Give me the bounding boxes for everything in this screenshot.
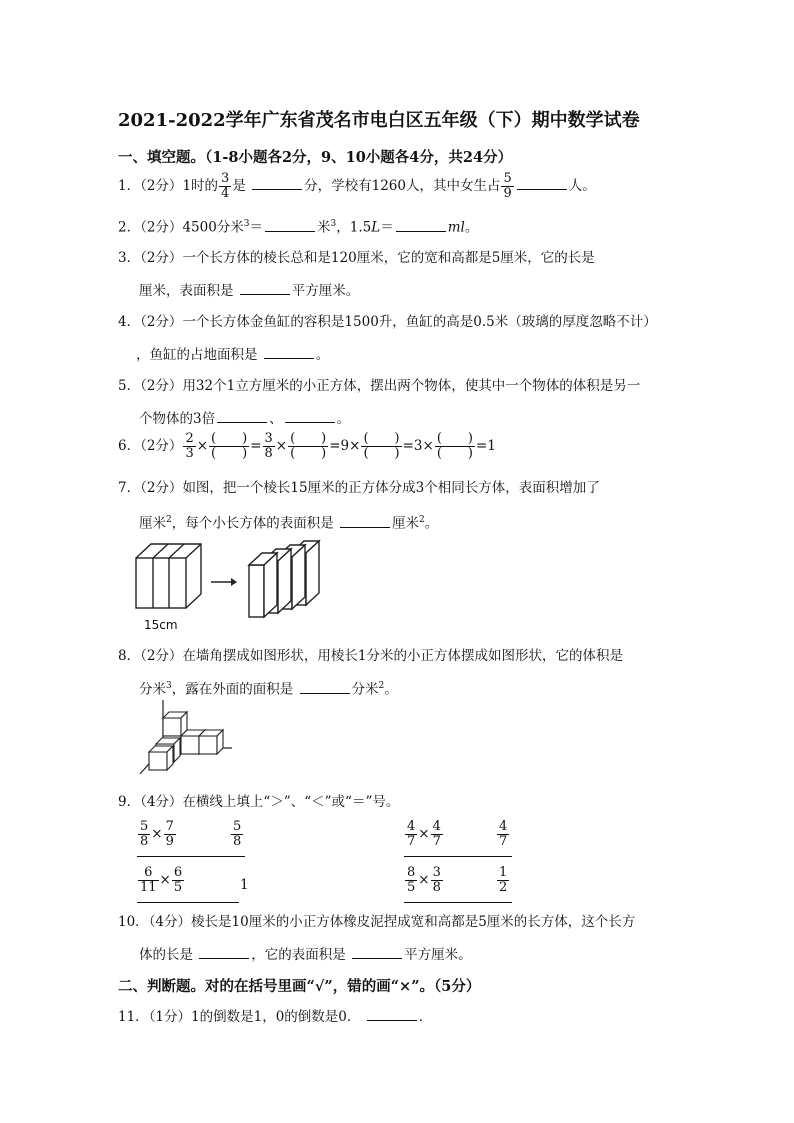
answer-blank[interactable] [352,944,402,959]
question-8 [118,646,623,666]
times-sign: × [159,872,171,888]
question-9 [118,792,399,812]
question-number: 8． [118,648,141,664]
times-sign: × [275,438,288,454]
fraction-blank[interactable]: ( ) ( ) [211,431,248,461]
question-2 [118,214,478,238]
equation-text: =1 [476,438,496,454]
question-score: （2分） [140,250,183,266]
question-text: 。 [336,411,351,427]
times-sign: × [418,872,430,888]
question-text: 人。 [568,178,596,194]
question-text: 。 [315,347,330,363]
question-score: （4分） [140,794,183,810]
question-number: 2． [118,219,141,236]
question-text: 分米 [351,681,379,698]
question-number: 11． [118,1009,149,1025]
unit-text: L [371,219,381,236]
question-11 [118,1006,432,1027]
fraction-blank[interactable]: ( ) ( ) [290,431,327,461]
question-text: 如图，把一个棱长15厘米的正方体分成3个相同长方体，表面积增加了 [182,480,600,496]
question-number: 1． [118,178,141,194]
question-text: 厘米 [392,515,420,532]
question-7 [118,478,600,498]
question-3-line-2 [139,280,359,301]
question-4 [118,312,657,332]
fraction: $\frac{6}{11}$ [140,865,157,895]
question-score: （2分） [140,178,183,194]
question-text: 1时的 [182,178,219,194]
question-text: ，1.5 [336,219,372,236]
fraction: $\frac{6}{5}$ [173,865,183,895]
question-1 [118,172,596,201]
compare-item-4-right [496,866,510,895]
answer-blank[interactable] [217,408,267,423]
superscript: 2 [166,515,172,525]
answer-blank[interactable] [264,344,314,359]
fraction: $\frac{1}{2}$ [499,865,508,895]
question-text: 。 [464,219,479,236]
question-score: （1分） [148,1009,192,1025]
question-number: 7． [118,480,141,496]
question-text: 体的长是 [139,947,193,963]
question-text: 在墙角摆成如图形状，用棱长1分米的小正方体摆成如图形状，它的体积是 [182,648,624,664]
fraction: $\frac{3}{4}$ [221,171,230,201]
question-text: ． [418,1009,433,1025]
answer-blank[interactable] [367,1006,417,1021]
question-text: 个物体的3倍 [139,411,216,427]
superscript: 3 [243,219,250,229]
fraction: $\frac{8}{5}$ [407,865,416,895]
answer-blank[interactable] [265,217,315,232]
question-text: ，它的表面积是 [251,947,346,963]
answer-blank[interactable] [199,944,249,959]
question-score: （2分） [140,438,183,454]
superscript: 3 [330,219,337,229]
question-number: 6． [118,438,141,454]
question-score: （2分） [140,378,183,394]
answer-blank[interactable] [517,175,567,190]
answer-blank[interactable] [396,217,446,232]
question-4-line-2 [136,344,329,365]
question-text: 厘米 [139,515,166,532]
question-5-line-2 [139,408,350,429]
fraction: $\frac{5}{9}$ [503,171,512,201]
compare-item-4 [404,866,444,895]
section-heading-judgement: 二、判断题。对的在括号里画“√”，错的画“×”。（5分） [118,978,481,995]
question-number: 5． [118,378,141,394]
fraction: $\frac{3}{8}$ [432,865,441,895]
superscript: 2 [378,681,385,691]
question-score: （2分） [140,480,183,496]
compare-answer-line[interactable] [137,856,245,857]
fraction: $\frac{4}{7}$ [432,819,441,849]
question-number: 3． [118,250,141,266]
compare-item-3-right: 1 [240,877,249,893]
question-text: 一个长方体金鱼缸的容积是1500升，鱼缸的高是0.5米（玻璃的厚度忽略不计） [182,314,657,330]
compare-answer-line[interactable] [404,902,512,903]
times-sign: × [151,826,163,842]
question-text: ＝ [380,219,394,236]
question-text: 分，学校有1260人，其中女生占 [304,178,501,194]
question-text: 。 [424,515,439,532]
page-title: 2021-2022学年广东省茂名市电白区五年级（下）期中数学试卷 [118,110,640,131]
compare-answer-line[interactable] [404,856,512,857]
question-text: ，鱼缸的占地面积是 [136,347,258,363]
question-score: （4分） [148,914,192,930]
question-6 [118,432,496,461]
fraction: $\frac{5}{8}$ [140,819,149,849]
fraction: $\frac{3}{8}$ [264,431,273,461]
compare-item-2-right [496,820,510,849]
question-text: 1的倒数是1，0的倒数是0． [191,1009,361,1025]
unit-text: ml [447,219,465,236]
fraction: $\frac{4}{7}$ [499,819,508,849]
question-text: 。 [384,681,398,698]
question-7-line-2 [139,510,438,534]
figure-label: 15cm [144,618,178,632]
question-text: 在横线上填上“＞”、“＜”或“＝”号。 [182,794,400,810]
question-text: 、 [269,411,283,427]
question-text: ＝ [249,219,264,236]
superscript: 2 [419,515,425,525]
question-score: （2分） [140,648,183,664]
answer-blank[interactable] [300,679,350,694]
question-number: 10． [118,914,149,930]
question-text: 分米 [139,681,166,698]
compare-item-1 [137,820,177,849]
question-3 [118,248,595,268]
superscript: 3 [166,681,172,691]
question-5 [118,376,640,396]
question-text: 棱长是10厘米的小正方体橡皮泥捏成宽和高都是5厘米的长方体，这个长方 [191,914,636,930]
question-score: （2分） [140,314,183,330]
question-text: 4500分米 [182,219,244,236]
question-text: 用32个1立方厘米的小正方体，摆出两个物体，使其中一个物体的体积是另一 [182,378,641,394]
question-text: ，每个小长方体的表面积是 [171,515,334,532]
question-text: ，露在外面的面积是 [171,681,294,698]
compare-item-1-right [230,820,244,849]
question-10-line-2 [139,944,472,965]
question-text: 是 [232,178,246,194]
equation-text: =3× [402,438,434,454]
question-text: 米 [317,219,331,236]
fraction: $\frac{4}{7}$ [407,819,416,849]
fraction-blank[interactable]: ( ) ( ) [436,431,473,461]
fraction: $\frac{7}{9}$ [165,819,174,849]
equals-sign: = [250,438,262,454]
question-10 [118,912,635,932]
question-text: 平方厘米。 [291,283,360,299]
question-number: 4． [118,314,141,330]
times-sign: × [418,826,430,842]
compare-item-2 [404,820,444,849]
question-score: （2分） [140,219,183,236]
question-text: 平方厘米。 [404,947,472,963]
answer-blank[interactable] [285,408,335,423]
fraction: $\frac{2}{3}$ [185,431,194,461]
answer-blank[interactable] [340,513,390,528]
section-heading-fill-in: 一、填空题。（1-8小题各2分，9、10小题各4分，共24分） [118,149,513,166]
question-text: 一个长方体的棱长总和是120厘米，它的宽和高都是5厘米，它的长是 [182,250,595,266]
equation-text: =9× [329,438,361,454]
question-number: 9． [118,794,141,810]
answer-blank[interactable] [240,280,290,295]
times-sign: × [196,438,209,454]
answer-blank[interactable] [252,175,302,190]
corner-cubes-figure [136,696,246,780]
question-text: 厘米，表面积是 [139,283,234,299]
compare-answer-line[interactable] [137,902,239,903]
fraction-blank[interactable]: ( ) ( ) [363,431,400,461]
fraction: $\frac{5}{8}$ [233,819,242,849]
compare-item-3 [137,866,185,895]
